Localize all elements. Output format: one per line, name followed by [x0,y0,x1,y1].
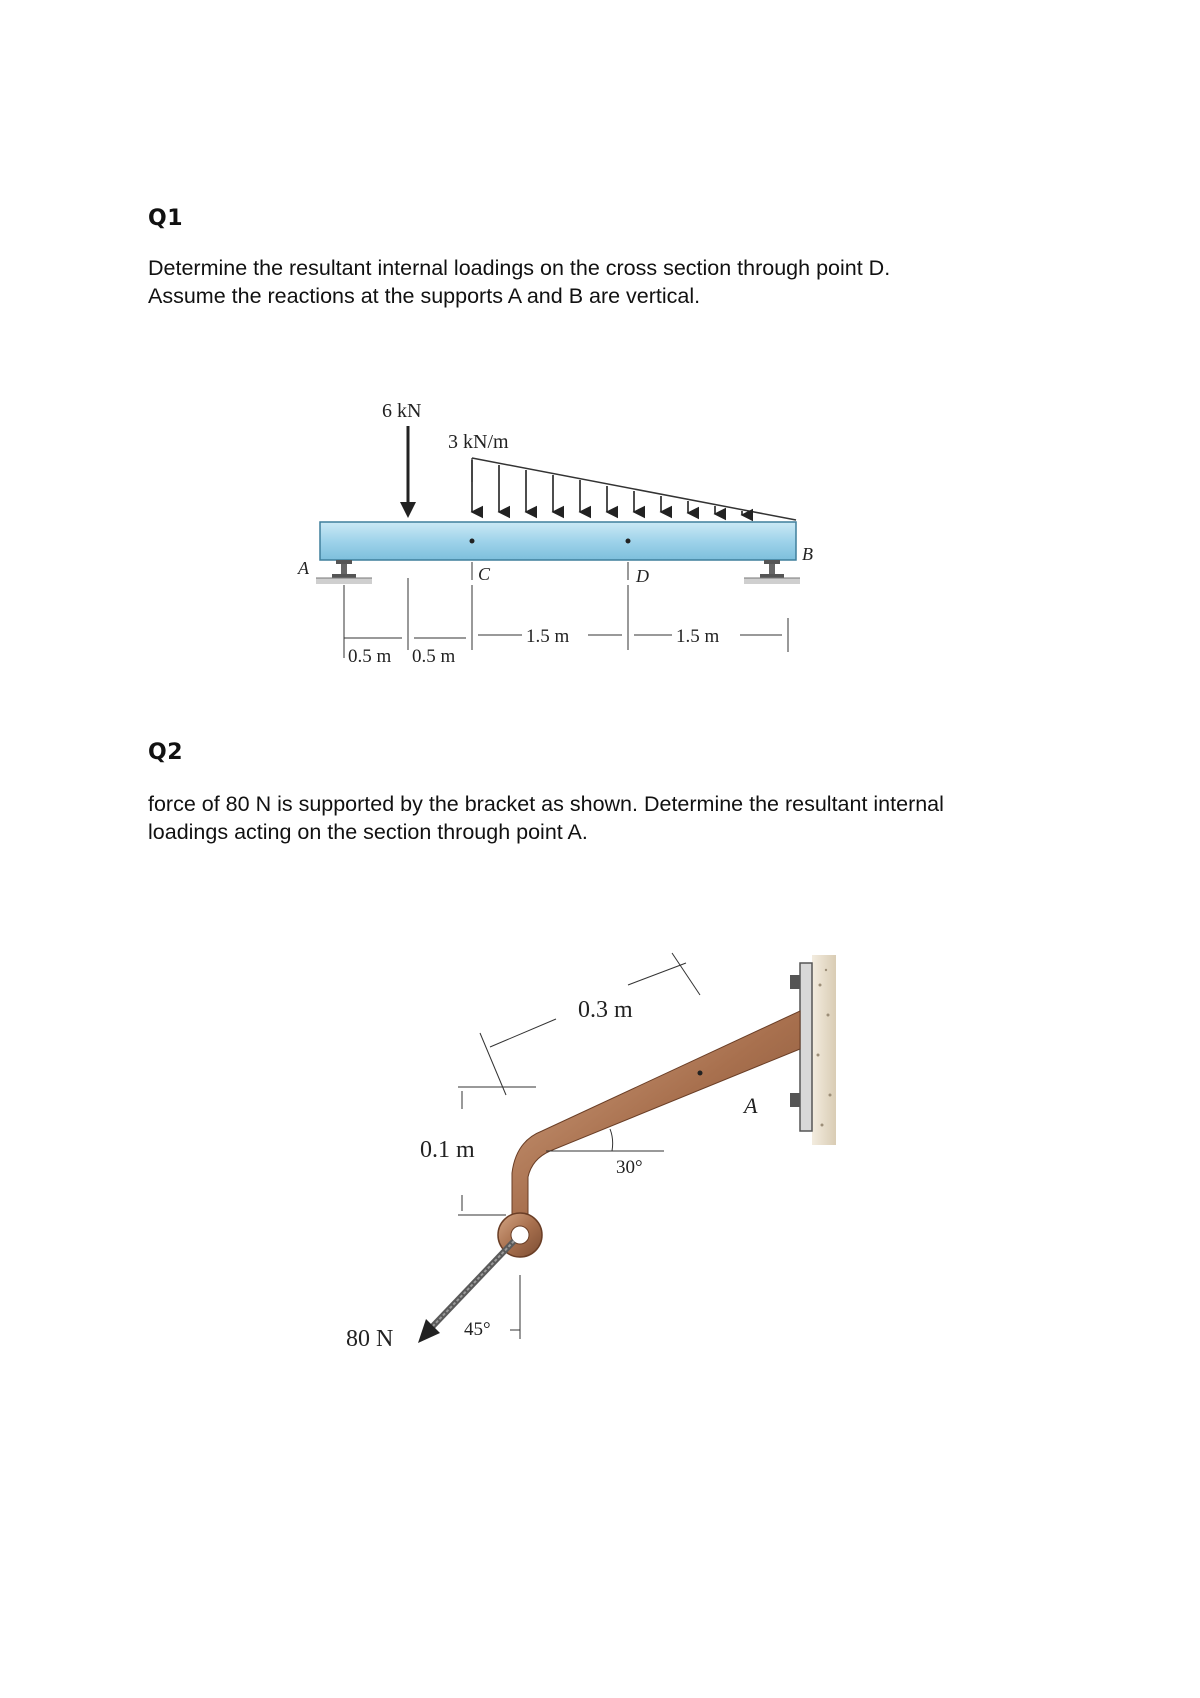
q1-beam-figure [280,380,840,690]
q1-question-text [148,254,1068,310]
wall [812,955,836,1145]
q2-question-line-2: loadings acting on the section through point A. [148,820,588,844]
support-a-label: A [298,558,309,578]
point-a-marker [698,1071,703,1076]
q1-title: Q1 [148,206,184,231]
bolt-top [790,975,800,989]
point-load-label: 6 kN [382,400,422,422]
q1-question-line-1: Determine the resultant internal loadings on the cross section through point D. [148,256,891,280]
point-c-marker [470,539,475,544]
q2-question-line-1: force of 80 N is supported by the bracket as shown. Determine the resultant internal [148,792,944,816]
dimension-label-3: 1.5 m [526,626,570,647]
force-label: 80 N [346,1326,394,1352]
point-load-arrowhead [400,502,416,518]
angle-force-label: 45° [464,1319,491,1340]
offset-label: 0.1 m [420,1137,475,1163]
q2-title: Q2 [148,740,184,765]
q2-question-text [148,790,1068,846]
dimension-label-4: 1.5 m [676,626,720,647]
length-label: 0.3 m [578,997,633,1023]
angle-bracket-label: 30° [616,1157,643,1178]
q2-bracket-figure [346,945,860,1405]
distributed-load-arrows [472,460,742,515]
beam [320,522,796,560]
support-b-label: B [802,544,813,564]
point-d-label: D [636,566,649,586]
support-a [316,560,372,584]
q1-question-line-2: Assume the reactions at the supports A and B are vertical. [148,284,701,308]
dimension-label-2: 0.5 m [412,646,456,667]
support-b [744,560,800,584]
point-a-label: A [744,1093,758,1118]
dimension-label-1: 0.5 m [348,646,392,667]
distributed-load-label: 3 kN/m [448,431,509,453]
mounting-plate [800,963,812,1131]
bolt-bottom [790,1093,800,1107]
point-c-label: C [478,564,491,584]
point-d-marker [626,539,631,544]
